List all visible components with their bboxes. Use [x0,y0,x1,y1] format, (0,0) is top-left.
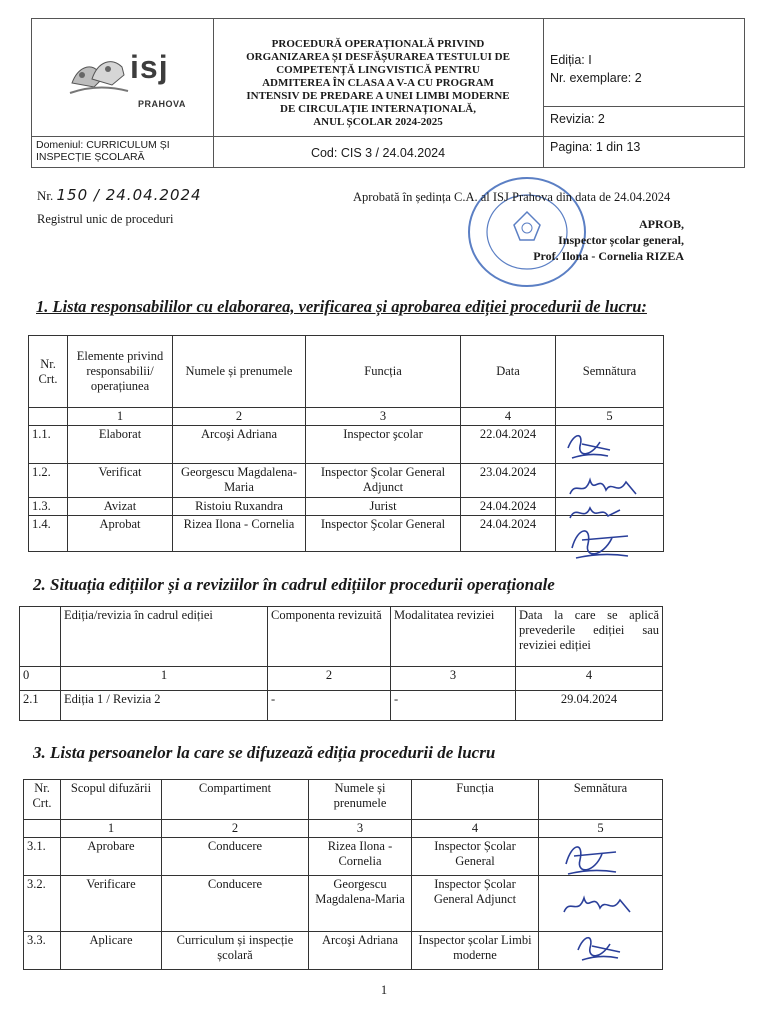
column-number: 2 [173,408,306,426]
domain-line: INSPECȚIE ȘCOLARĂ [36,151,145,163]
name-cell: Georgescu Magdalena-Maria [173,464,306,498]
column-number: 4 [412,820,539,838]
column-number: 1 [61,820,162,838]
table-row [20,691,663,721]
date-cell: 29.04.2024 [516,691,663,721]
column-number: 3 [306,408,461,426]
signature-icon [570,930,626,966]
function-cell: Jurist [306,498,461,516]
function-cell: Inspector Școlar General [412,838,539,876]
date-cell: 23.04.2024 [461,464,556,498]
column-number: 3 [309,820,412,838]
document-header [31,18,745,168]
logo-subtitle: PRAHOVA [138,99,186,109]
header-cell: Semnătura [556,336,664,408]
title-line: ADMITEREA ÎN CLASA A V-A CU PROGRAM [262,77,494,89]
logo-text: isj [130,49,169,85]
table-cell [29,408,68,426]
editions-table [19,606,663,721]
header-cell [20,607,61,667]
date-cell: 24.04.2024 [461,498,556,516]
logo-figures-icon [68,53,132,99]
page-number: 1 [380,983,388,997]
department-cell: Conducere [162,876,309,932]
header-cell: Funcția [412,780,539,820]
function-cell: Inspector Școlar General Adjunct [412,876,539,932]
name-cell: Georgescu Magdalena-Maria [309,876,412,932]
section2-title: 2. Situația edițiilor și a reviziilor în cadrul edițiilor procedurii operaționale [33,575,555,594]
title-line: ANUL ȘCOLAR 2024-2025 [313,116,443,128]
header-cell: Funcția [306,336,461,408]
function-cell: Inspector Şcolar General [306,516,461,552]
header-cell: Numele și prenumele [309,780,412,820]
approval-note: Aprobată în ședința C.A. al ISJ Prahova din data de 24.04.2024 [353,190,671,204]
row-number: 1.2. [29,464,68,498]
column-number: 3 [391,667,516,691]
modality-cell: - [391,691,516,721]
header-cell: Ediția/revizia în cadrul ediției [61,607,268,667]
function-cell: Inspector şcolar [306,426,461,464]
signature-icon [562,518,642,564]
procedure-title [215,38,541,129]
title-line: INTENSIV DE PREDARE A UNEI LIMBI MODERNE [246,90,510,102]
name-cell: Rizea Ilona - Cornelia [309,838,412,876]
section3-title: 3. Lista persoanelor la care se difuzează ediția procedurii de lucru [33,743,496,762]
date-cell: 24.04.2024 [461,516,556,552]
row-number: 3.2. [24,876,61,932]
row-number: 2.1 [20,691,61,721]
name-cell: Arcoşi Adriana [309,932,412,970]
document-code: Cod: CIS 3 / 24.04.2024 [310,146,446,160]
date-cell: 22.04.2024 [461,426,556,464]
header-cell: Elemente privind responsabilii/ operațiunea [68,336,173,408]
operation-cell: Avizat [68,498,173,516]
name-cell: Ristoiu Ruxandra [173,498,306,516]
approver-role: Inspector școlar general, [558,233,684,247]
header-cell: Data [461,336,556,408]
operation-cell: Elaborat [68,426,173,464]
signature-icon [560,888,640,922]
domain-line: Domeniul: CURRICULUM ȘI [36,139,170,151]
signature-icon [556,836,626,880]
row-number: 1.3. [29,498,68,516]
column-number: 4 [516,667,663,691]
edition-cell: Ediția 1 / Revizia 2 [61,691,268,721]
department-cell: Conducere [162,838,309,876]
title-line: DE CIRCULAȚIE INTERNAȚIONALĂ, [280,103,476,115]
domain-label [36,139,170,163]
handwritten-number: 150 / 24.04.2024 [56,186,202,204]
page-label: Pagina: 1 din 13 [550,140,641,154]
component-cell: - [268,691,391,721]
name-cell: Rizea Ilona - Cornelia [173,516,306,552]
column-number: 1 [68,408,173,426]
table-cell [24,820,61,838]
registration-number [37,186,202,204]
registry-label: Registrul unic de proceduri [37,212,174,226]
header-cell: Scopul difuzării [61,780,162,820]
header-cell: Nr. Crt. [24,780,61,820]
header-cell: Componenta revizuită [268,607,391,667]
nr-label: Nr. [37,188,54,203]
column-number: 2 [162,820,309,838]
table-row [24,932,663,970]
signature-icon [566,470,646,504]
column-number: 2 [268,667,391,691]
header-cell: Modalitatea reviziei [391,607,516,667]
header-cell: Nr. Crt. [29,336,68,408]
header-cell: Semnătura [539,780,663,820]
name-cell: Arcoşi Adriana [173,426,306,464]
title-line: COMPETENȚĂ LINGVISTICĂ PENTRU [276,64,480,76]
function-cell: Inspector Şcolar General Adjunct [306,464,461,498]
approver-name: Prof. Ilona - Cornelia RIZEA [533,249,684,263]
row-number: 1.1. [29,426,68,464]
row-number: 3.3. [24,932,61,970]
isj-logo [32,19,213,136]
function-cell: Inspector școlar Limbi moderne [412,932,539,970]
edition-label: Ediția: I [550,53,592,67]
signature-icon [560,428,620,464]
purpose-cell: Verificare [61,876,162,932]
column-number: 5 [539,820,663,838]
row-number: 1.4. [29,516,68,552]
approve-label: APROB, [639,217,684,231]
header-cell: Compartiment [162,780,309,820]
operation-cell: Verificat [68,464,173,498]
purpose-cell: Aprobare [61,838,162,876]
column-number: 4 [461,408,556,426]
row-number: 3.1. [24,838,61,876]
column-number: 5 [556,408,664,426]
department-cell: Curriculum și inspecție școlară [162,932,309,970]
purpose-cell: Aplicare [61,932,162,970]
column-number: 0 [20,667,61,691]
approval-signature-block [500,216,684,264]
copies-label: Nr. exemplare: 2 [550,71,642,85]
title-line: PROCEDURĂ OPERAȚIONALĂ PRIVIND [271,38,485,50]
section1-title: 1. Lista responsabililor cu elaborarea, verificarea și aprobarea ediției procedurii de lucru: [36,297,647,316]
title-line: ORGANIZAREA ȘI DESFĂȘURAREA TESTULUI DE [246,51,510,63]
header-cell: Data la care se aplică prevederile ediției sau reviziei ediției [516,607,663,667]
header-cell: Numele și prenumele [173,336,306,408]
operation-cell: Aprobat [68,516,173,552]
revision-label: Revizia: 2 [550,112,605,126]
column-number: 1 [61,667,268,691]
